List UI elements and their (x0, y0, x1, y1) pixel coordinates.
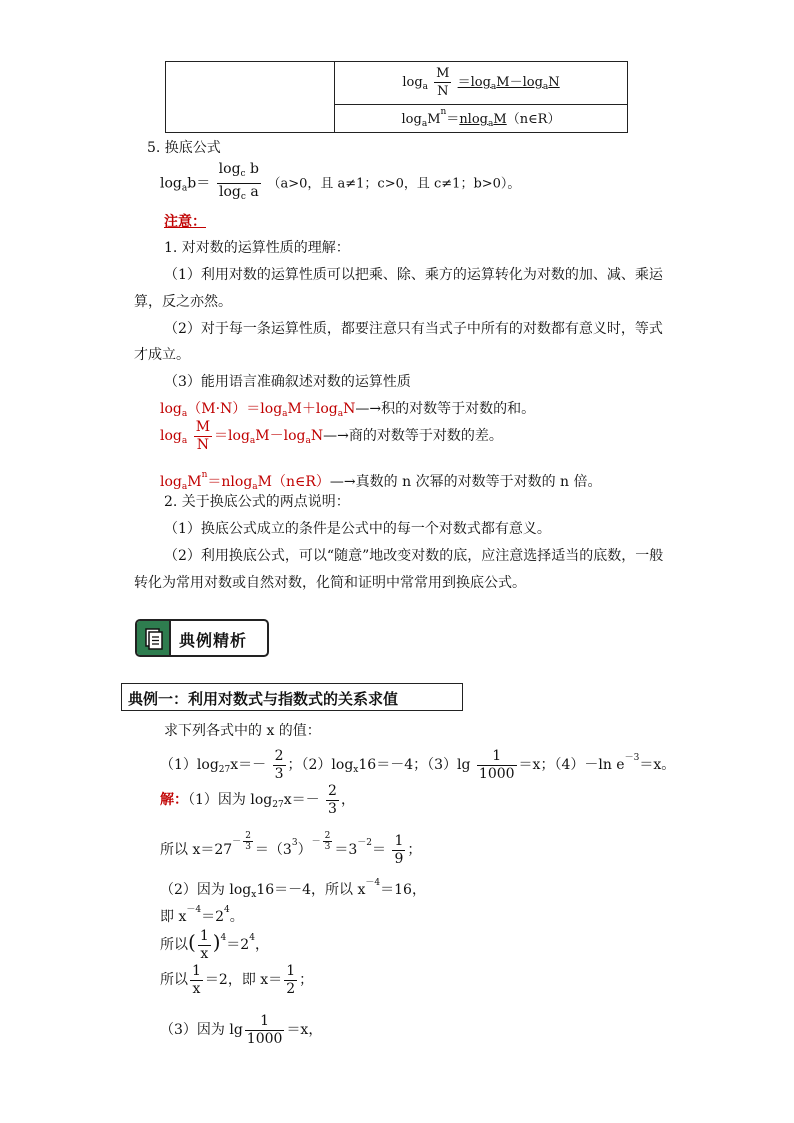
solution-step5: 所以( $\frac{1}{x}$ )$^4=2^4$， (160, 927, 269, 962)
solution-step7: （3）因为 lg $\frac{1}{1000}$ ＝x， (160, 1012, 323, 1047)
notes-formula-product: $\log_a(M\cdot N)=\log_aM+\log_aN—\to$积的对数等于对数的和。 (160, 401, 536, 419)
example-title: 典例一：利用对数式与指数式的关系求值 (128, 690, 399, 708)
solution-step1: 解：（1）因为 $\log_{27}x=-$ $\frac{2}{3}$ ， (160, 782, 355, 817)
notes-p2a: （2）对于每一条运算性质，都要注意只有当式子中所有的对数都有意义时，等式 (164, 321, 663, 337)
notes-p1a: （1）利用对数的运算性质可以把乘、除、乘方的运算转化为对数的加、减、乘运 (164, 267, 663, 283)
solution-step4: 即 $x^{-4}=2^4$。 (160, 905, 244, 925)
notes-formula-power: $\log_aM^n=nlog_aM(n\in R)—\to$真数的 n 次幂的对数等于对数的 n 倍。 (160, 470, 602, 492)
solution-step3: （2）因为 $\log_x16=-4$，所以 $x^{-4}=16$， (160, 878, 426, 900)
solution-step6: 所以 $\frac{1}{x}$ ＝2，即 x＝ $\frac{1}{2}$ ； (160, 962, 314, 997)
example-title-box (121, 683, 463, 711)
notes-q2b: 转化为常用对数或自然对数，化简和证明中常常用到换底公式。 (134, 575, 526, 591)
change-of-base-formula: $\log_ab=$ $\frac{\log_c b}{\log_c a}$ （a>0，且 a≠1；c>0，且 c≠1；b>0）。 (160, 161, 521, 202)
section-banner (135, 619, 269, 657)
notes-title: 注意： (164, 214, 206, 230)
example-prompt: 求下列各式中的 x 的值： (164, 723, 321, 739)
notes-q2a: （2）利用换底公式，可以“随意”地改变对数的底，应注意选择适当的底数，一般 (164, 548, 664, 564)
notes-formula-quotient: $\log_a$ $\frac{M}{N}$ $=\log_aM-\log_aN—\to$商的对数等于对数的差。 (160, 418, 503, 453)
notes-p1b: 算，反之亦然。 (134, 294, 232, 310)
properties-table (165, 61, 628, 133)
solution-step2: 所以 $x=27^{- \frac{2}{3}}$ $=(3^3)^{- \frac{2}{3}}$ $=3^{-2}=$ $\frac{1}{9}$ ； (160, 831, 422, 867)
section5-heading: 5. 换底公式 (147, 140, 221, 156)
notes-p3: （3）能用语言准确叙述对数的运算性质 (164, 374, 411, 390)
notes-item2: 2. 关于换底公式的两点说明： (164, 494, 350, 510)
notes-item1: 1. 对对数的运算性质的理解： (164, 240, 350, 256)
solution-label: 解： (160, 792, 188, 808)
document-icon (137, 621, 171, 655)
notes-p2b: 才成立。 (134, 347, 190, 363)
notes-q1: （1）换底公式成立的条件是公式中的每一个对数式都有意义。 (164, 521, 551, 537)
table-empty-cell (166, 62, 335, 133)
example-questions: $(1)\log_{27}x=-$ $\frac{2}{3}$ ；$(2)\log_x16=-4$；（3）lg $\frac{1}{1000}$ ＝x；（4）－ln $e^{-3}=x$。 (160, 747, 676, 782)
table-cell-power: $\log_aM^n=nlog_aM(n\in R)$ (335, 104, 628, 132)
table-cell-quotient: $\log_a$ $\frac{M}{N}$ $=\log_aM-\log_aN$ (335, 62, 628, 105)
banner-label: 典例精析 (179, 631, 248, 650)
